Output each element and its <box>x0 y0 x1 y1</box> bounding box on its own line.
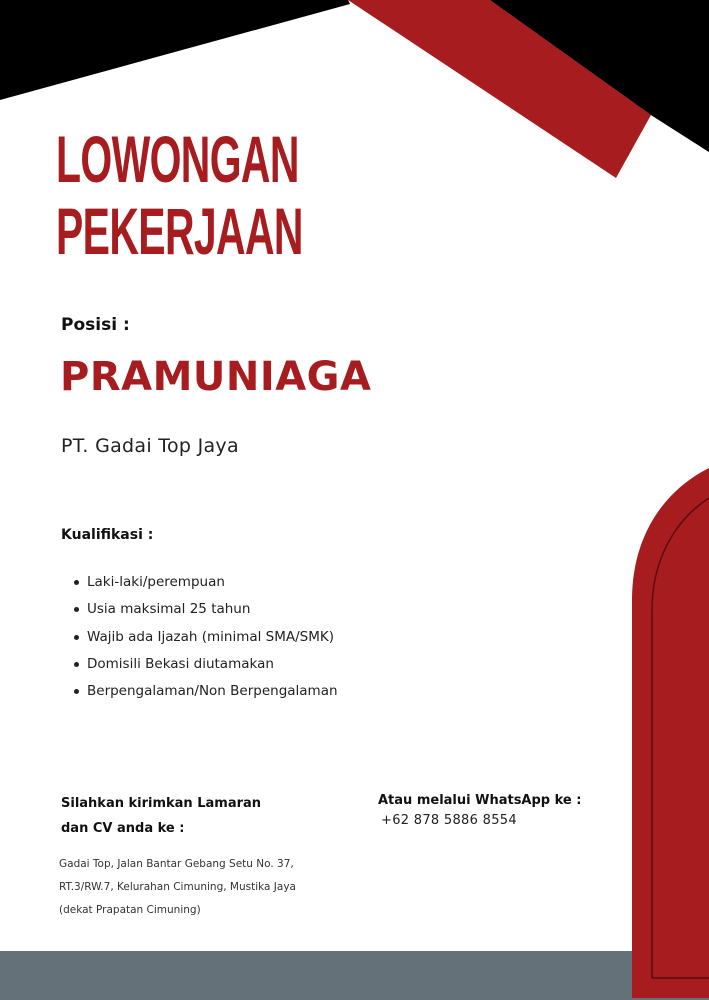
apply-label-line-2: dan CV anda ke : <box>61 821 185 836</box>
address-line-3: (dekat Prapatan Cimuning) <box>59 904 201 916</box>
address-line-1: Gadai Top, Jalan Bantar Gebang Setu No. 37, <box>59 858 294 870</box>
title-line-1: LOWONGAN <box>56 122 299 196</box>
qualification-text: Berpengalaman/Non Berpengalaman <box>87 683 338 700</box>
footer-bar <box>0 951 709 1000</box>
whatsapp-number: +62 878 5886 8554 <box>381 813 517 828</box>
qualification-text: Domisili Bekasi diutamakan <box>87 655 274 672</box>
whatsapp-label: Atau melalui WhatsApp ke : <box>378 793 582 808</box>
qualifications-label: Kualifikasi : <box>61 527 154 543</box>
company-name: PT. Gadai Top Jaya <box>61 435 239 457</box>
qualification-item <box>61 680 338 707</box>
bullet-icon <box>74 635 79 640</box>
red-arch-shape <box>632 468 709 998</box>
bullet-icon <box>74 607 79 612</box>
qualification-item <box>61 626 338 653</box>
address-line-2: RT.3/RW.7, Kelurahan Cimuning, Mustika Jaya <box>59 881 296 893</box>
bullet-icon <box>74 662 79 667</box>
qualification-item <box>61 571 338 598</box>
apply-instructions <box>61 791 341 841</box>
apply-label-line-1: Silahkan kirimkan Lamaran <box>61 796 262 811</box>
qualifications-list <box>61 571 338 707</box>
qualification-text: Usia maksimal 25 tahun <box>87 601 251 618</box>
bullet-icon <box>74 689 79 694</box>
qualification-item <box>61 598 338 625</box>
address-block <box>59 853 359 922</box>
position-label: Posisi : <box>61 315 130 335</box>
qualification-item <box>61 653 338 680</box>
qualification-text: Laki-laki/perempuan <box>87 574 225 590</box>
title-line-2: PEKERJAAN <box>56 194 303 268</box>
position-name: PRAMUNIAGA <box>60 354 372 400</box>
bullet-icon <box>74 580 79 585</box>
qualification-text: Wajib ada Ijazah (minimal SMA/SMK) <box>87 628 335 645</box>
